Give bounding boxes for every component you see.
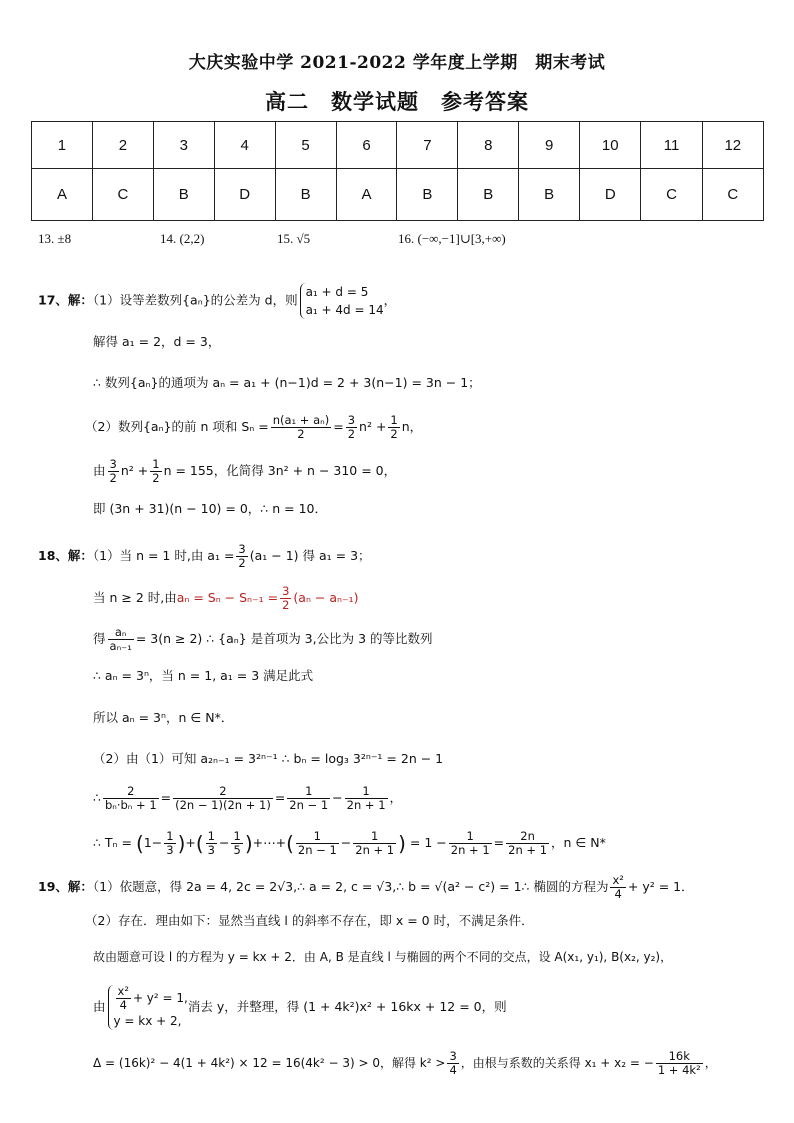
answer-table	[31, 121, 764, 221]
question-number-cell: 10	[580, 122, 641, 169]
fraction: $\frac{1}{5}$	[233, 829, 241, 857]
fraction: $\frac{1}{2n + 1}$	[450, 829, 490, 857]
fraction: $\frac{3}{2}$	[347, 413, 356, 441]
question-number-cell: 8	[458, 122, 519, 169]
fraction: $\frac{1}{2n + 1}$	[346, 784, 386, 812]
q19-line-3: 故由题意可设 l 的方程为 y = kx + 2．由 A, B 是直线 l 与椭圆的两个不同的交点，设 A(x₁, y₁), B(x₂, y₂)，	[93, 950, 673, 964]
fraction: $\frac{1}{2n - 1}$	[289, 784, 329, 812]
q19-line-2: （2）存在．理由如下：显然当直线 l 的斜率不存在，即 x = 0 时，不满足条件．	[85, 913, 534, 928]
q18-line-3: 得 $\frac{\text{aₙ}}{\text{aₙ₋₁}}$ = 3(n ≥ 2) ∴ {aₙ} 是首项为 3,公比为 3 的等比数列	[93, 625, 433, 653]
answer-cell: C	[702, 169, 763, 221]
q18-line-7: ∴ $\frac{2}{\text{bₙ·bₙ + 1}}$ = $\frac{2}{(2n - 1)(2n + 1)}$ = $\frac{1}{2n - 1}$ − $\frac{1}{2n + 1}$ ，	[93, 784, 403, 812]
question-number-cell: 1	[32, 122, 93, 169]
answer-cell: C	[641, 169, 702, 221]
fraction: $\frac{\text{n(a₁ + aₙ)}}{2}$	[272, 413, 330, 441]
fraction: $\frac{3}{2}$	[282, 584, 290, 612]
question-number-cell: 9	[519, 122, 580, 169]
q18-line-4: ∴ aₙ = 3ⁿ，当 n = 1, a₁ = 3 满足此式	[93, 668, 314, 683]
answer-table-answer-row	[32, 169, 764, 221]
answer-cell: A	[336, 169, 397, 221]
fraction: $\frac{1}{2}$	[152, 457, 160, 485]
answer-table-number-row	[32, 122, 764, 169]
fill-answer-15: 15. √5	[277, 231, 311, 246]
fraction: $\frac{3}{4}$	[449, 1049, 457, 1077]
fraction: $\frac{\text{aₙ}}{\text{aₙ₋₁}}$	[109, 625, 132, 653]
fraction: $\frac{1}{3}$	[166, 829, 174, 857]
q17-line-4: （2）数列{aₙ}的前 n 项和 Sₙ = $\frac{\text{n(a₁ + aₙ)}}{2}$ = $\frac{3}{2}$ n² + $\frac{1}{2}$ n，	[85, 413, 423, 441]
question-number-cell: 6	[336, 122, 397, 169]
q17-line-5: 由 $\frac{3}{2}$ n² + $\frac{1}{2}$ n = 155，化简得 3n² + n − 310 = 0，	[93, 457, 397, 485]
fraction: $\frac{1}{2}$	[390, 413, 398, 441]
q19-line-1: 19、解：（1）依题意，得 2a = 4, 2c = 2√3,∴ a = 2, c = √3,∴ b = √(a² − c²) = 1∴ 椭圆的方程为 $\frac{\text{x²}}{4}$ + y² = 1．	[38, 873, 694, 901]
fill-answer-16: 16. (−∞,−1]∪[3,+∞)	[398, 231, 506, 246]
question-number-cell: 4	[214, 122, 275, 169]
answer-cell: C	[92, 169, 153, 221]
q17-line-6: 即 (3n + 31)(n − 10) = 0，∴ n = 10．	[93, 501, 327, 516]
q18-line-5: 所以 aₙ = 3ⁿ，n ∈ N*．	[93, 710, 234, 725]
fill-answer-13: 13. ±8	[38, 231, 72, 246]
exam-title: 大庆实验中学 2021-2022 学年度上学期 期末考试	[188, 53, 606, 73]
q18-label: 18、解：	[38, 548, 93, 563]
fill-answer-14: 14. (2,2)	[160, 231, 205, 246]
fraction: $\frac{3}{2}$	[109, 457, 117, 485]
answer-cell: B	[458, 169, 519, 221]
answer-cell: B	[153, 169, 214, 221]
fraction: $\frac{1}{2n + 1}$	[355, 829, 395, 857]
fraction: $\frac{1}{2n - 1}$	[297, 829, 337, 857]
q19-line-5: Δ = (16k)² − 4(1 + 4k²) × 12 = 16(4k² − 3) > 0，解得 k² > $\frac{3}{4}$ ，由根与系数的关系得 x₁ + x₂ = − $\frac{16k}{\text{1 + 4k²}}$ ，	[93, 1049, 717, 1077]
fraction: $\frac{\text{x²}}{4}$	[117, 984, 129, 1012]
q17-line-3: ∴ 数列{aₙ}的通项为 aₙ = a₁ + (n−1)d = 2 + 3(n−1) = 3n − 1；	[93, 375, 481, 390]
q19-equation-system: $\frac{\text{x²}}{4}$ + y² = 1, y = kx + 2,	[108, 985, 188, 1030]
answer-cell: B	[397, 169, 458, 221]
question-number-cell: 7	[397, 122, 458, 169]
answer-key-title: 高二 数学试题 参考答案	[265, 89, 529, 114]
q18-line-2: 当 n ≥ 2 时,由aₙ = Sₙ − Sₙ₋₁ = $\frac{3}{2}$ (aₙ − aₙ₋₁)	[93, 584, 359, 612]
q18-line-1: 18、解：（1）当 n = 1 时,由 a₁ = $\frac{3}{2}$ (a₁ − 1) 得 a₁ = 3；	[38, 542, 371, 570]
fraction: $\frac{\text{x²}}{4}$	[612, 873, 624, 901]
question-number-cell: 11	[641, 122, 702, 169]
question-number-cell: 2	[92, 122, 153, 169]
q17-label: 17、解：	[38, 292, 93, 308]
fraction: $\frac{2}{(2n - 1)(2n + 1)}$	[175, 784, 271, 812]
fraction: $\frac{3}{2}$	[238, 542, 246, 570]
answer-cell: A	[32, 169, 93, 221]
fraction: $\frac{2}{\text{bₙ·bₙ + 1}}$	[104, 784, 157, 812]
fraction: $\frac{1}{3}$	[207, 829, 215, 857]
answer-cell: B	[519, 169, 580, 221]
answer-cell: D	[214, 169, 275, 221]
question-number-cell: 3	[153, 122, 214, 169]
question-number-cell: 5	[275, 122, 336, 169]
q19-label: 19、解：	[38, 879, 93, 894]
q18-line-8: ∴ Tₙ = (1− $\frac{1}{3}$ )+( $\frac{1}{3}$ − $\frac{1}{5}$ )+⋯+( $\frac{1}{2n - 1}$ − $\frac{1}{2n + 1}$ ) = 1 − $\frac{1}{2n + 1}$ = $\frac{2n}{2n + 1}$ ，n ∈ N*	[93, 829, 606, 857]
q18-line-6: （2）由（1）可知 a₂ₙ₋₁ = 3²ⁿ⁻¹ ∴ bₙ = log₃ 3²ⁿ⁻¹ = 2n − 1	[93, 751, 444, 766]
fraction: $\frac{2n}{2n + 1}$	[508, 829, 548, 857]
question-number-cell: 12	[702, 122, 763, 169]
fraction: $\frac{16k}{\text{1 + 4k²}}$	[657, 1049, 701, 1077]
q17-line-1: 17、解：（1）设等差数列{aₙ}的公差为 d，则 a₁ + d = 5 a₁ + 4d = 14 ，	[38, 285, 397, 317]
q17-line-2: 解得 a₁ = 2，d = 3，	[93, 334, 221, 349]
q17-equation-system: a₁ + d = 5 a₁ + 4d = 14	[300, 283, 384, 319]
answer-cell: B	[275, 169, 336, 221]
q19-line-4: 由 $\frac{\text{x²}}{4}$ + y² = 1, y = kx + 2, 消去 y，并整理，得 (1 + 4k²)x² + 16kx + 12 = 0，则	[93, 984, 507, 1028]
answer-cell: D	[580, 169, 641, 221]
